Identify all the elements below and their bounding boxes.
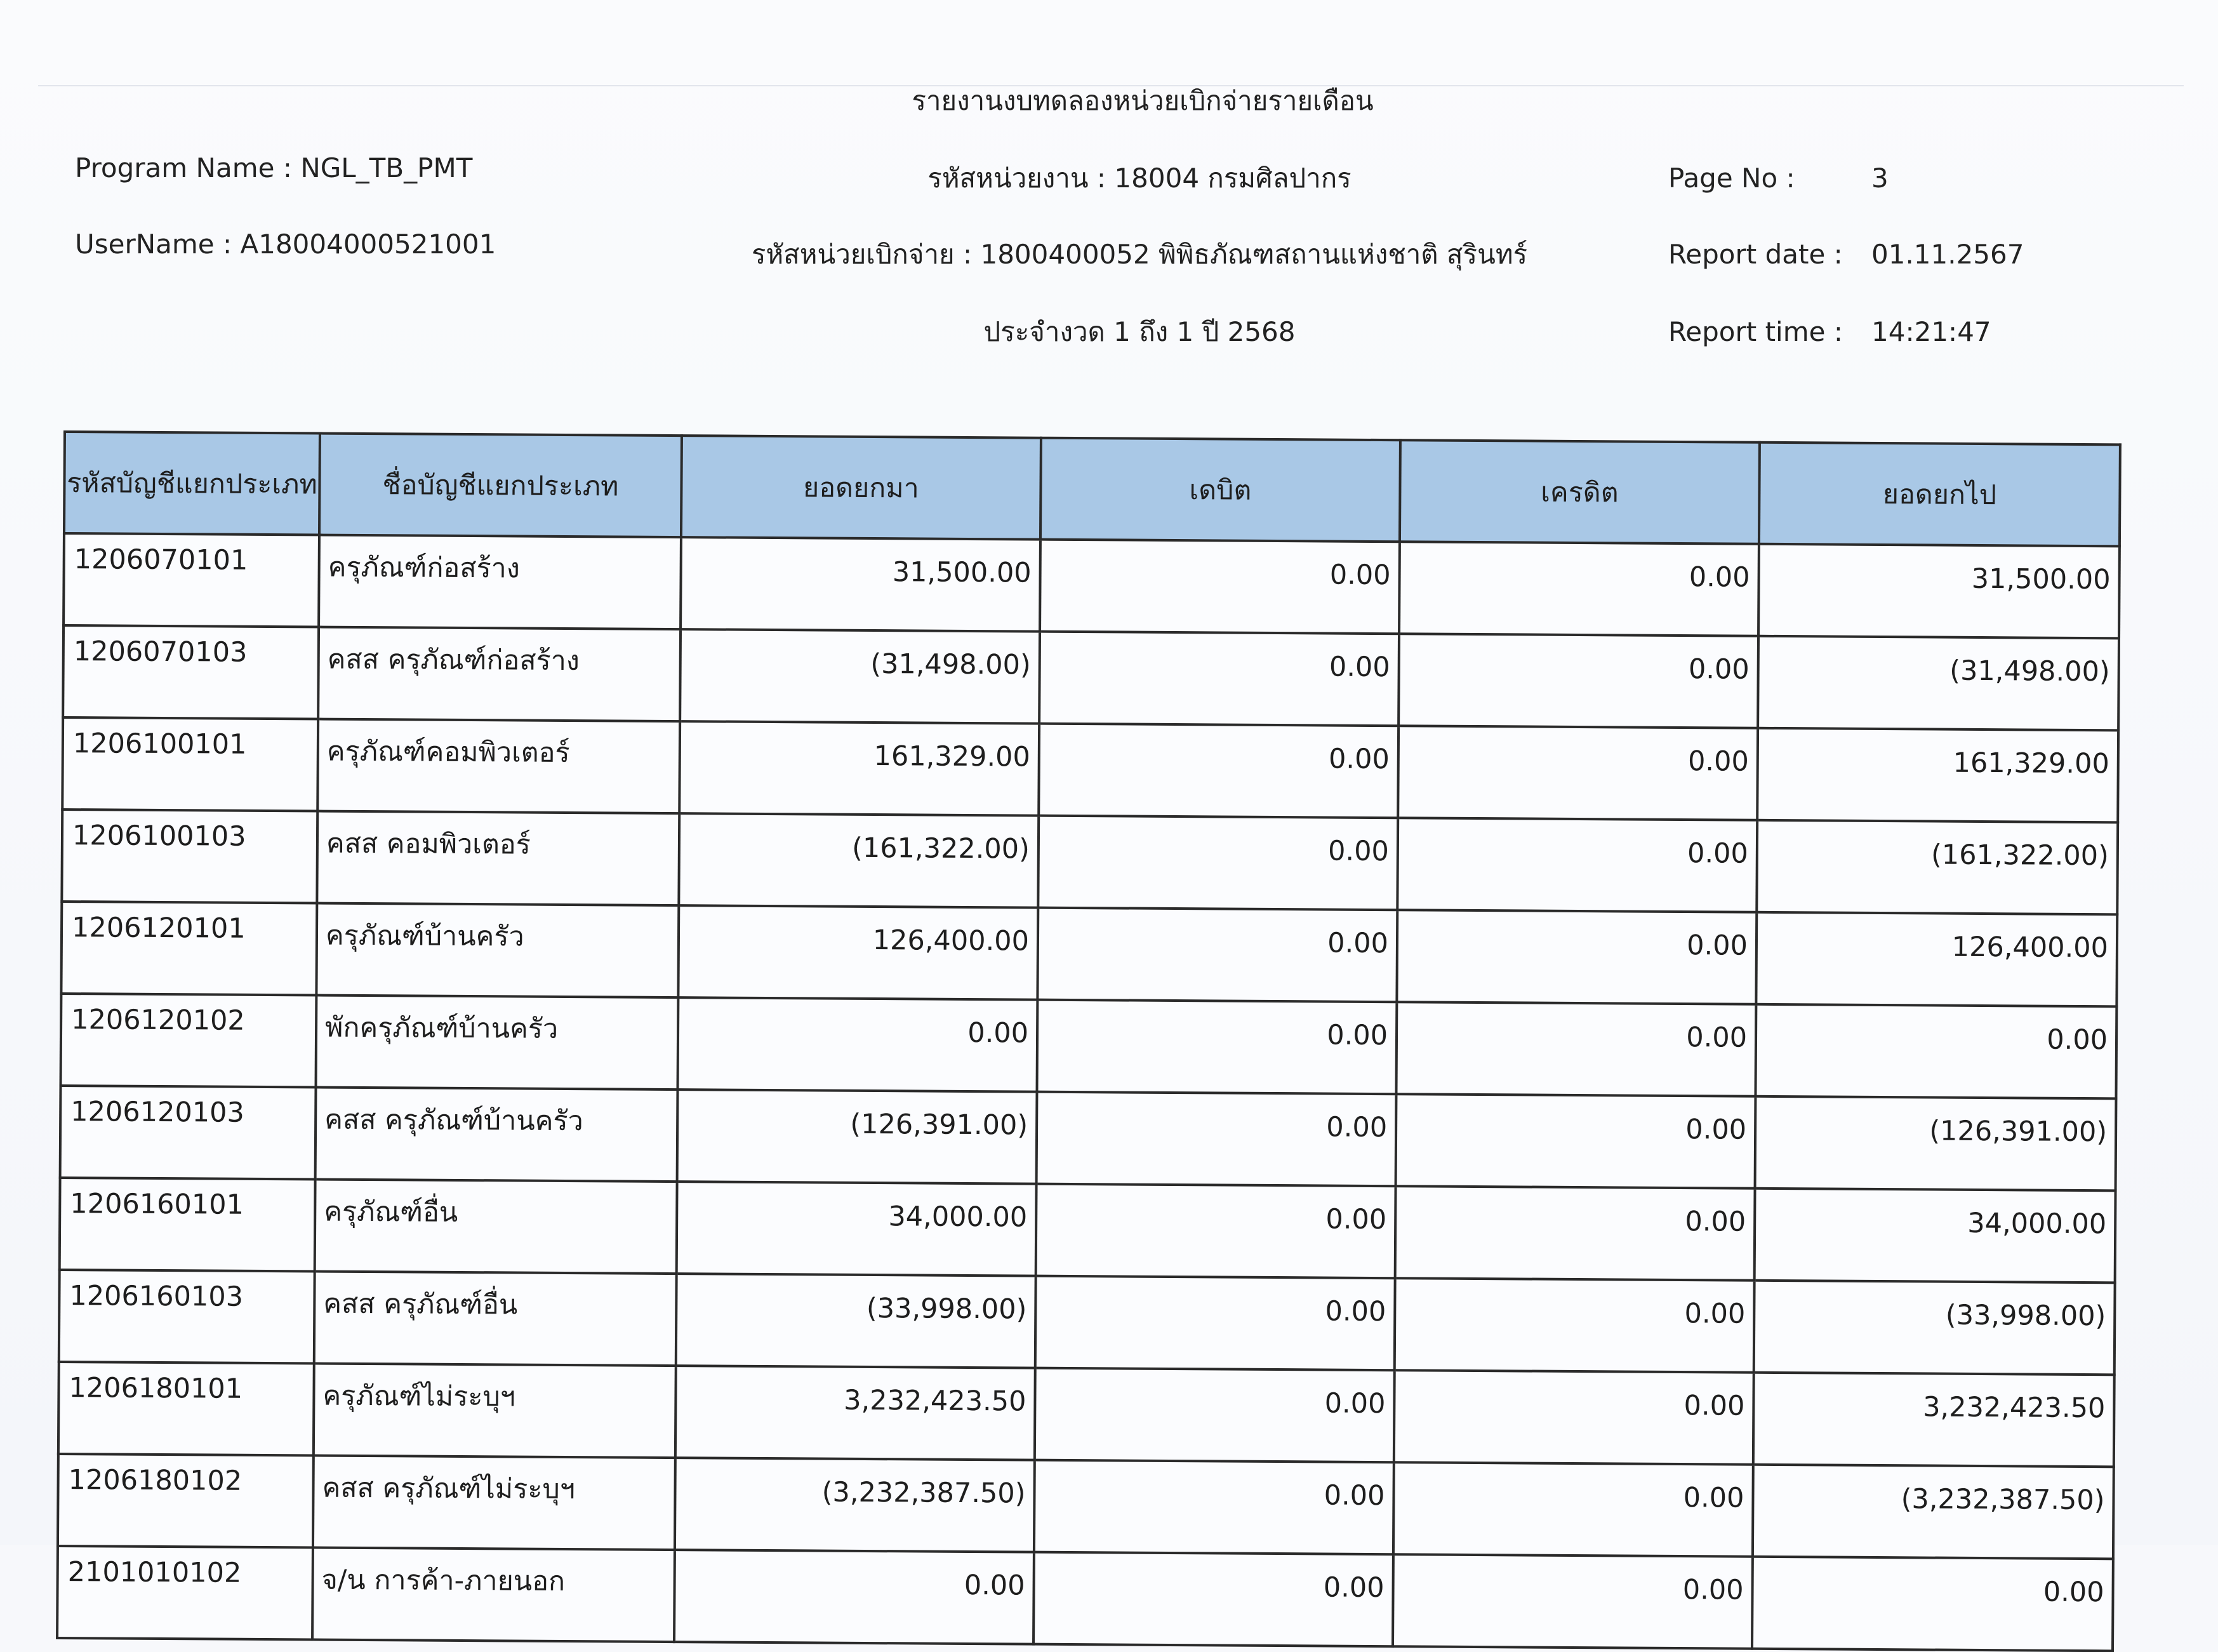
- cell-closing: 34,000.00: [1755, 1189, 2116, 1283]
- cell-account-name: คสส คอมพิวเตอร์: [317, 811, 679, 906]
- cell-opening: (33,998.00): [676, 1274, 1036, 1368]
- trial-balance-table: [56, 430, 2122, 1652]
- table-row: [58, 1362, 2115, 1467]
- report-time-label: Report time :: [1668, 316, 1843, 347]
- cell-credit: 0.00: [1393, 1554, 1753, 1649]
- report-date-value: 01.11.2567: [1871, 239, 2024, 270]
- cell-account-code: 1206160101: [60, 1178, 315, 1272]
- cell-credit: 0.00: [1399, 542, 1759, 636]
- cell-debit: 0.00: [1039, 632, 1399, 726]
- cell-debit: 0.00: [1035, 1276, 1395, 1371]
- cell-account-name: ครุภัณฑ์บ้านครัว: [316, 903, 679, 998]
- cell-closing: 126,400.00: [1756, 912, 2117, 1007]
- cell-opening: 161,329.00: [679, 721, 1039, 816]
- cell-account-code: 1206180102: [58, 1454, 314, 1548]
- cell-closing: (31,498.00): [1758, 636, 2119, 731]
- cell-account-code: 1206100103: [62, 809, 317, 903]
- cell-credit: 0.00: [1398, 726, 1758, 820]
- cell-account-name: คสส ครุภัณฑ์บ้านครัว: [315, 1088, 678, 1182]
- cell-opening: (161,322.00): [679, 813, 1039, 908]
- cell-credit: 0.00: [1397, 910, 1756, 1004]
- table-row: [62, 717, 2118, 822]
- header-closing-balance: ยอดยกไป: [1759, 443, 2120, 547]
- header-account-name: ชื่อบัญชีแยกประเภท: [319, 434, 682, 538]
- cell-account-name: คสส ครุภัณฑ์อื่น: [314, 1272, 677, 1366]
- cell-closing: (161,322.00): [1756, 820, 2118, 915]
- table-row: [63, 533, 2120, 638]
- cell-account-name: ครุภัณฑ์คอมพิวเตอร์: [317, 719, 680, 814]
- page-no-value: 3: [1871, 163, 1889, 194]
- agency-code: รหัสหน่วยงาน : 18004 กรมศิลปากร: [927, 163, 1351, 194]
- table-row: [61, 994, 2117, 1098]
- report-date-label: Report date :: [1668, 239, 1843, 270]
- cell-debit: 0.00: [1037, 908, 1397, 1003]
- cell-opening: (3,232,387.50): [675, 1458, 1035, 1552]
- report-time-value: 14:21:47: [1871, 316, 1991, 347]
- cell-credit: 0.00: [1396, 1094, 1756, 1189]
- cell-account-name: ครุภัณฑ์อื่น: [315, 1180, 677, 1274]
- cell-closing: (126,391.00): [1755, 1096, 2116, 1191]
- cell-debit: 0.00: [1038, 816, 1398, 910]
- cell-debit: 0.00: [1040, 540, 1400, 634]
- header-debit: เดบิต: [1040, 438, 1400, 542]
- table-row: [58, 1454, 2114, 1559]
- table-header-row: [64, 432, 2120, 546]
- cell-credit: 0.00: [1398, 634, 1758, 728]
- cell-credit: 0.00: [1396, 1002, 1756, 1096]
- cell-debit: 0.00: [1037, 1092, 1397, 1187]
- page-no-label: Page No :: [1668, 163, 1795, 194]
- cell-credit: 0.00: [1397, 818, 1757, 912]
- table-row: [60, 1086, 2116, 1190]
- cell-account-name: คสส ครุภัณฑ์ก่อสร้าง: [318, 627, 681, 722]
- cell-opening: 126,400.00: [678, 905, 1038, 1000]
- cell-closing: 31,500.00: [1758, 544, 2120, 639]
- header-opening-balance: ยอดยกมา: [681, 436, 1041, 540]
- program-name: Program Name : NGL_TB_PMT: [75, 152, 473, 183]
- cell-opening: 0.00: [674, 1550, 1034, 1644]
- table-row: [57, 1546, 2113, 1651]
- cell-opening: (126,391.00): [677, 1089, 1037, 1184]
- cell-debit: 0.00: [1034, 1460, 1394, 1555]
- table-row: [62, 809, 2118, 914]
- report-title: รายงานงบทดลองหน่วยเบิกจ่ายรายเดือน: [912, 85, 1374, 116]
- cell-account-code: 1206070103: [63, 625, 319, 719]
- table-row: [63, 625, 2119, 730]
- cell-opening: (31,498.00): [680, 629, 1040, 724]
- cell-closing: 0.00: [1755, 1004, 2116, 1099]
- cell-account-name: คสส ครุภัณฑ์ไม่ระบุฯ: [313, 1456, 675, 1550]
- cell-opening: 34,000.00: [677, 1182, 1037, 1276]
- cell-closing: 3,232,423.50: [1753, 1373, 2115, 1467]
- cell-account-code: 1206120103: [60, 1086, 316, 1180]
- cell-debit: 0.00: [1039, 724, 1398, 818]
- cell-account-code: 1206100101: [62, 717, 318, 811]
- header-account-code: รหัสบัญชีแยกประเภท: [64, 432, 320, 535]
- disbursing-unit: รหัสหน่วยเบิกจ่าย : 1800400052 พิพิธภัณฑสถานแห่งชาติ สุรินทร์: [751, 239, 1528, 270]
- cell-debit: 0.00: [1035, 1368, 1395, 1463]
- table-row: [61, 902, 2117, 1006]
- cell-account-name: ครุภัณฑ์ไม่ระบุฯ: [314, 1364, 676, 1458]
- table-row: [59, 1270, 2115, 1375]
- cell-account-code: 1206070101: [63, 533, 319, 627]
- cell-closing: (3,232,387.50): [1753, 1465, 2114, 1559]
- cell-account-name: จ/น การค้า-ภายนอก: [312, 1548, 675, 1642]
- cell-account-name: พักครุภัณฑ์บ้านครัว: [316, 996, 679, 1090]
- cell-opening: 3,232,423.50: [675, 1366, 1035, 1460]
- cell-account-code: 1206120101: [61, 902, 317, 996]
- cell-debit: 0.00: [1033, 1552, 1393, 1647]
- cell-account-code: 1206160103: [59, 1270, 315, 1364]
- table-row: [60, 1178, 2116, 1282]
- cell-opening: 0.00: [677, 997, 1037, 1092]
- report-period: ประจำงวด 1 ถึง 1 ปี 2568: [983, 316, 1296, 347]
- cell-debit: 0.00: [1036, 1184, 1396, 1279]
- cell-debit: 0.00: [1037, 1000, 1397, 1095]
- cell-closing: 0.00: [1752, 1557, 2113, 1651]
- cell-account-code: 1206120102: [61, 994, 317, 1088]
- cell-opening: 31,500.00: [681, 537, 1040, 632]
- cell-account-code: 1206180101: [58, 1362, 314, 1456]
- cell-credit: 0.00: [1395, 1278, 1755, 1373]
- cell-credit: 0.00: [1395, 1186, 1755, 1281]
- cell-closing: 161,329.00: [1757, 728, 2118, 823]
- cell-account-name: ครุภัณฑ์ก่อสร้าง: [319, 535, 681, 630]
- user-name: UserName : A18004000521001: [75, 229, 496, 260]
- header-credit: เครดิต: [1400, 440, 1760, 544]
- cell-credit: 0.00: [1393, 1462, 1753, 1557]
- cell-credit: 0.00: [1394, 1370, 1754, 1465]
- cell-account-code: 2101010102: [57, 1546, 313, 1640]
- cell-closing: (33,998.00): [1754, 1281, 2115, 1375]
